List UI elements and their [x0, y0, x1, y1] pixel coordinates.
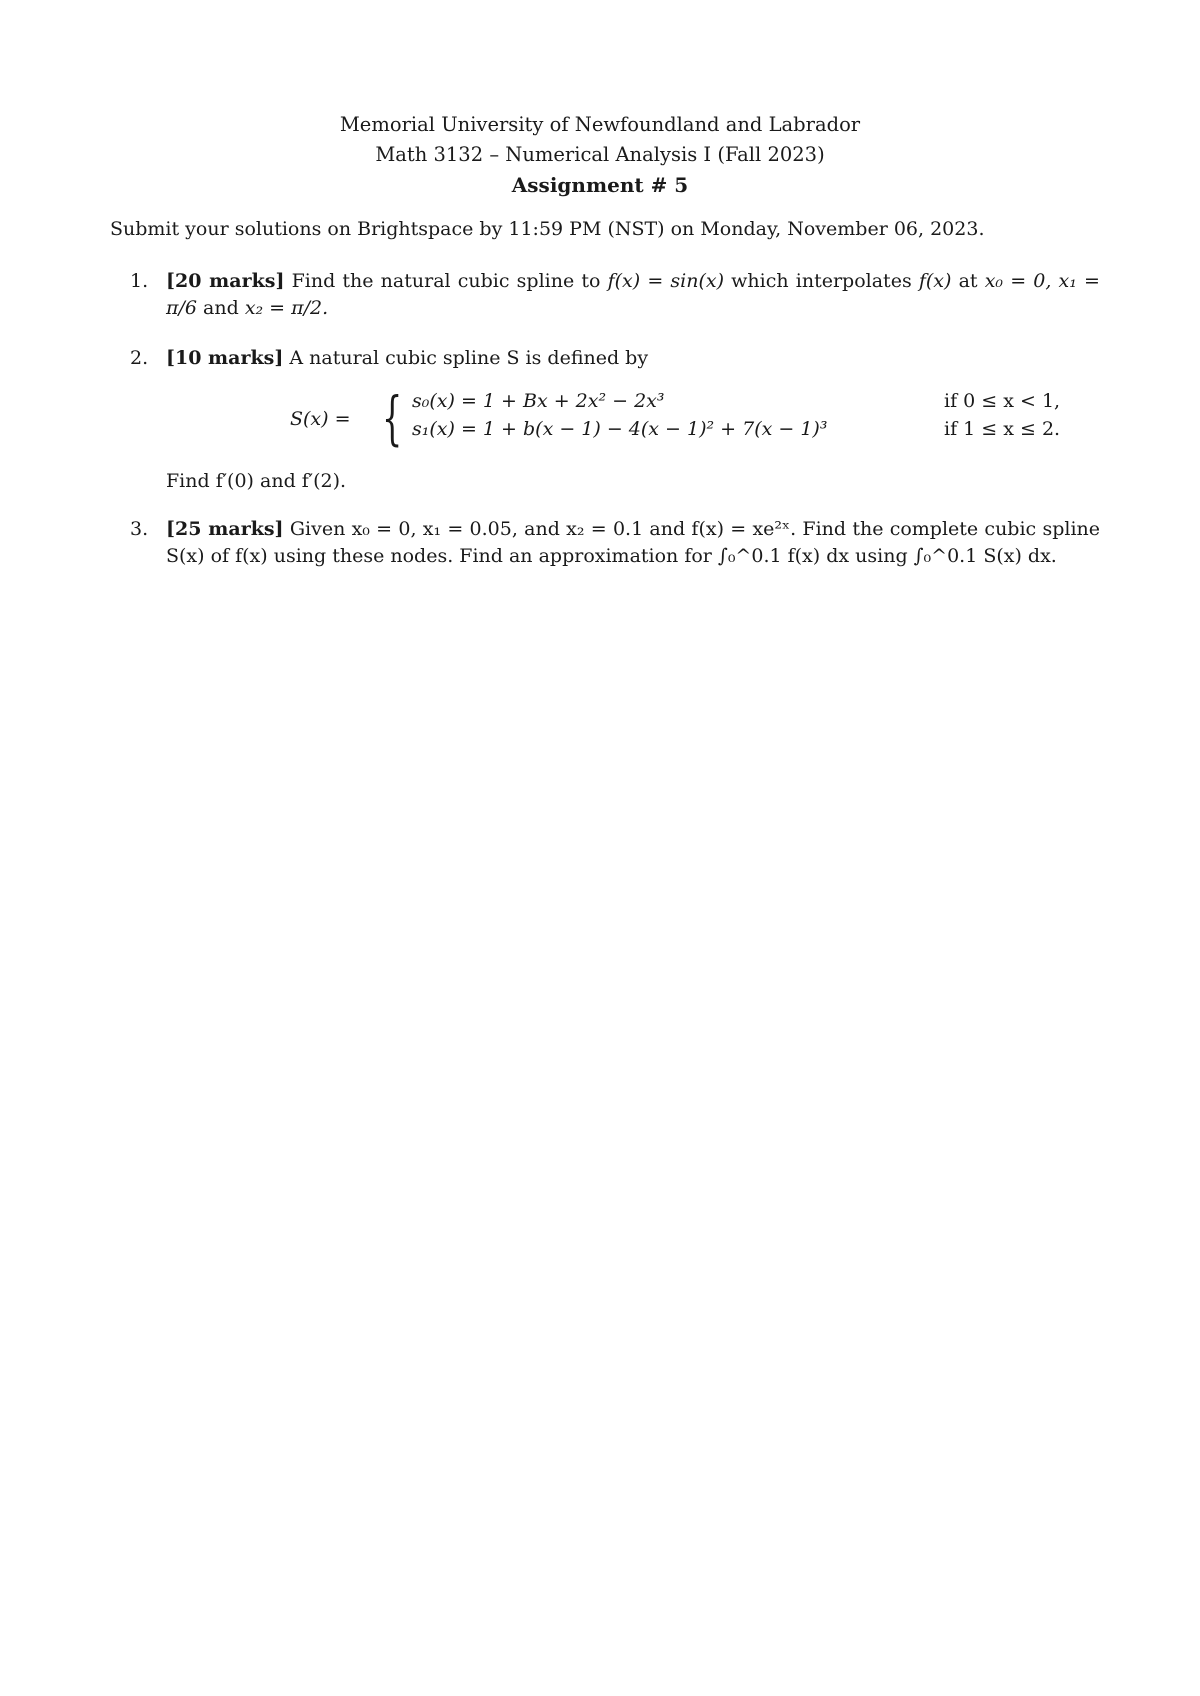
- problem-number: 2.: [130, 347, 149, 369]
- problem-text: and: [203, 297, 239, 319]
- spline-piece-1: [412, 390, 1061, 418]
- spline-piece-2: [412, 418, 1061, 446]
- problem-3: [130, 516, 1100, 570]
- problem-text: A natural cubic spline S is defined by: [289, 347, 649, 369]
- spline-piece-condition: if 1 ≤ x ≤ 2.: [944, 418, 1061, 440]
- problem-number: 1.: [130, 270, 149, 292]
- problem-text: Given x₀ = 0, x₁ = 0.05, and x₂ = 0.1 and f(x) = xe²ˣ. Find the complete cubic spline S(x) of f(x) using these nodes. Find an approximation for ∫₀^0.1 f(x) dx using ∫₀^0.1 S(x) dx.: [166, 518, 1101, 567]
- problem-marks: [10 marks]: [166, 347, 284, 369]
- left-brace: {: [382, 384, 403, 452]
- problem-2: [130, 345, 1100, 372]
- spline-piece-condition: if 0 ≤ x < 1,: [944, 390, 1061, 412]
- problem-number: 3.: [130, 518, 149, 540]
- university-name: Memorial University of Newfoundland and Labrador: [339, 113, 861, 136]
- problem-text: Find the natural cubic spline to: [291, 270, 601, 292]
- problem-3-body: [166, 516, 1100, 570]
- node-last: x₂ = π/2.: [244, 297, 329, 319]
- function-expression: f(x): [918, 270, 952, 292]
- problem-text: which interpolates: [731, 270, 912, 292]
- course-title: Math 3132 – Numerical Analysis I (Fall 2023): [375, 143, 825, 166]
- document-header: [0, 110, 1200, 200]
- assignment-title: Assignment # 5: [511, 173, 689, 197]
- spline-definition: [290, 384, 1061, 454]
- function-expression: f(x) = sin(x): [607, 270, 725, 292]
- spline-lhs: S(x) =: [290, 408, 351, 430]
- node-list: x₀ = 0, x₁ = π/6: [166, 270, 1100, 319]
- problem-2-question: Find f′(0) and f′(2).: [166, 470, 347, 492]
- submission-instructions: Submit your solutions on Brightspace by 11:59 PM (NST) on Monday, November 06, 2023.: [110, 218, 985, 240]
- problem-2-body: [166, 345, 1100, 372]
- spline-piece-formula: s₁(x) = 1 + b(x − 1) − 4(x − 1)² + 7(x − 1)³: [412, 418, 828, 440]
- problem-text: at: [958, 270, 978, 292]
- spline-piece-formula: s₀(x) = 1 + Bx + 2x² − 2x³: [412, 390, 665, 412]
- problem-1-body: [166, 268, 1100, 322]
- problem-1: [130, 268, 1100, 322]
- problem-marks: [25 marks]: [166, 518, 284, 540]
- problem-marks: [20 marks]: [166, 270, 285, 292]
